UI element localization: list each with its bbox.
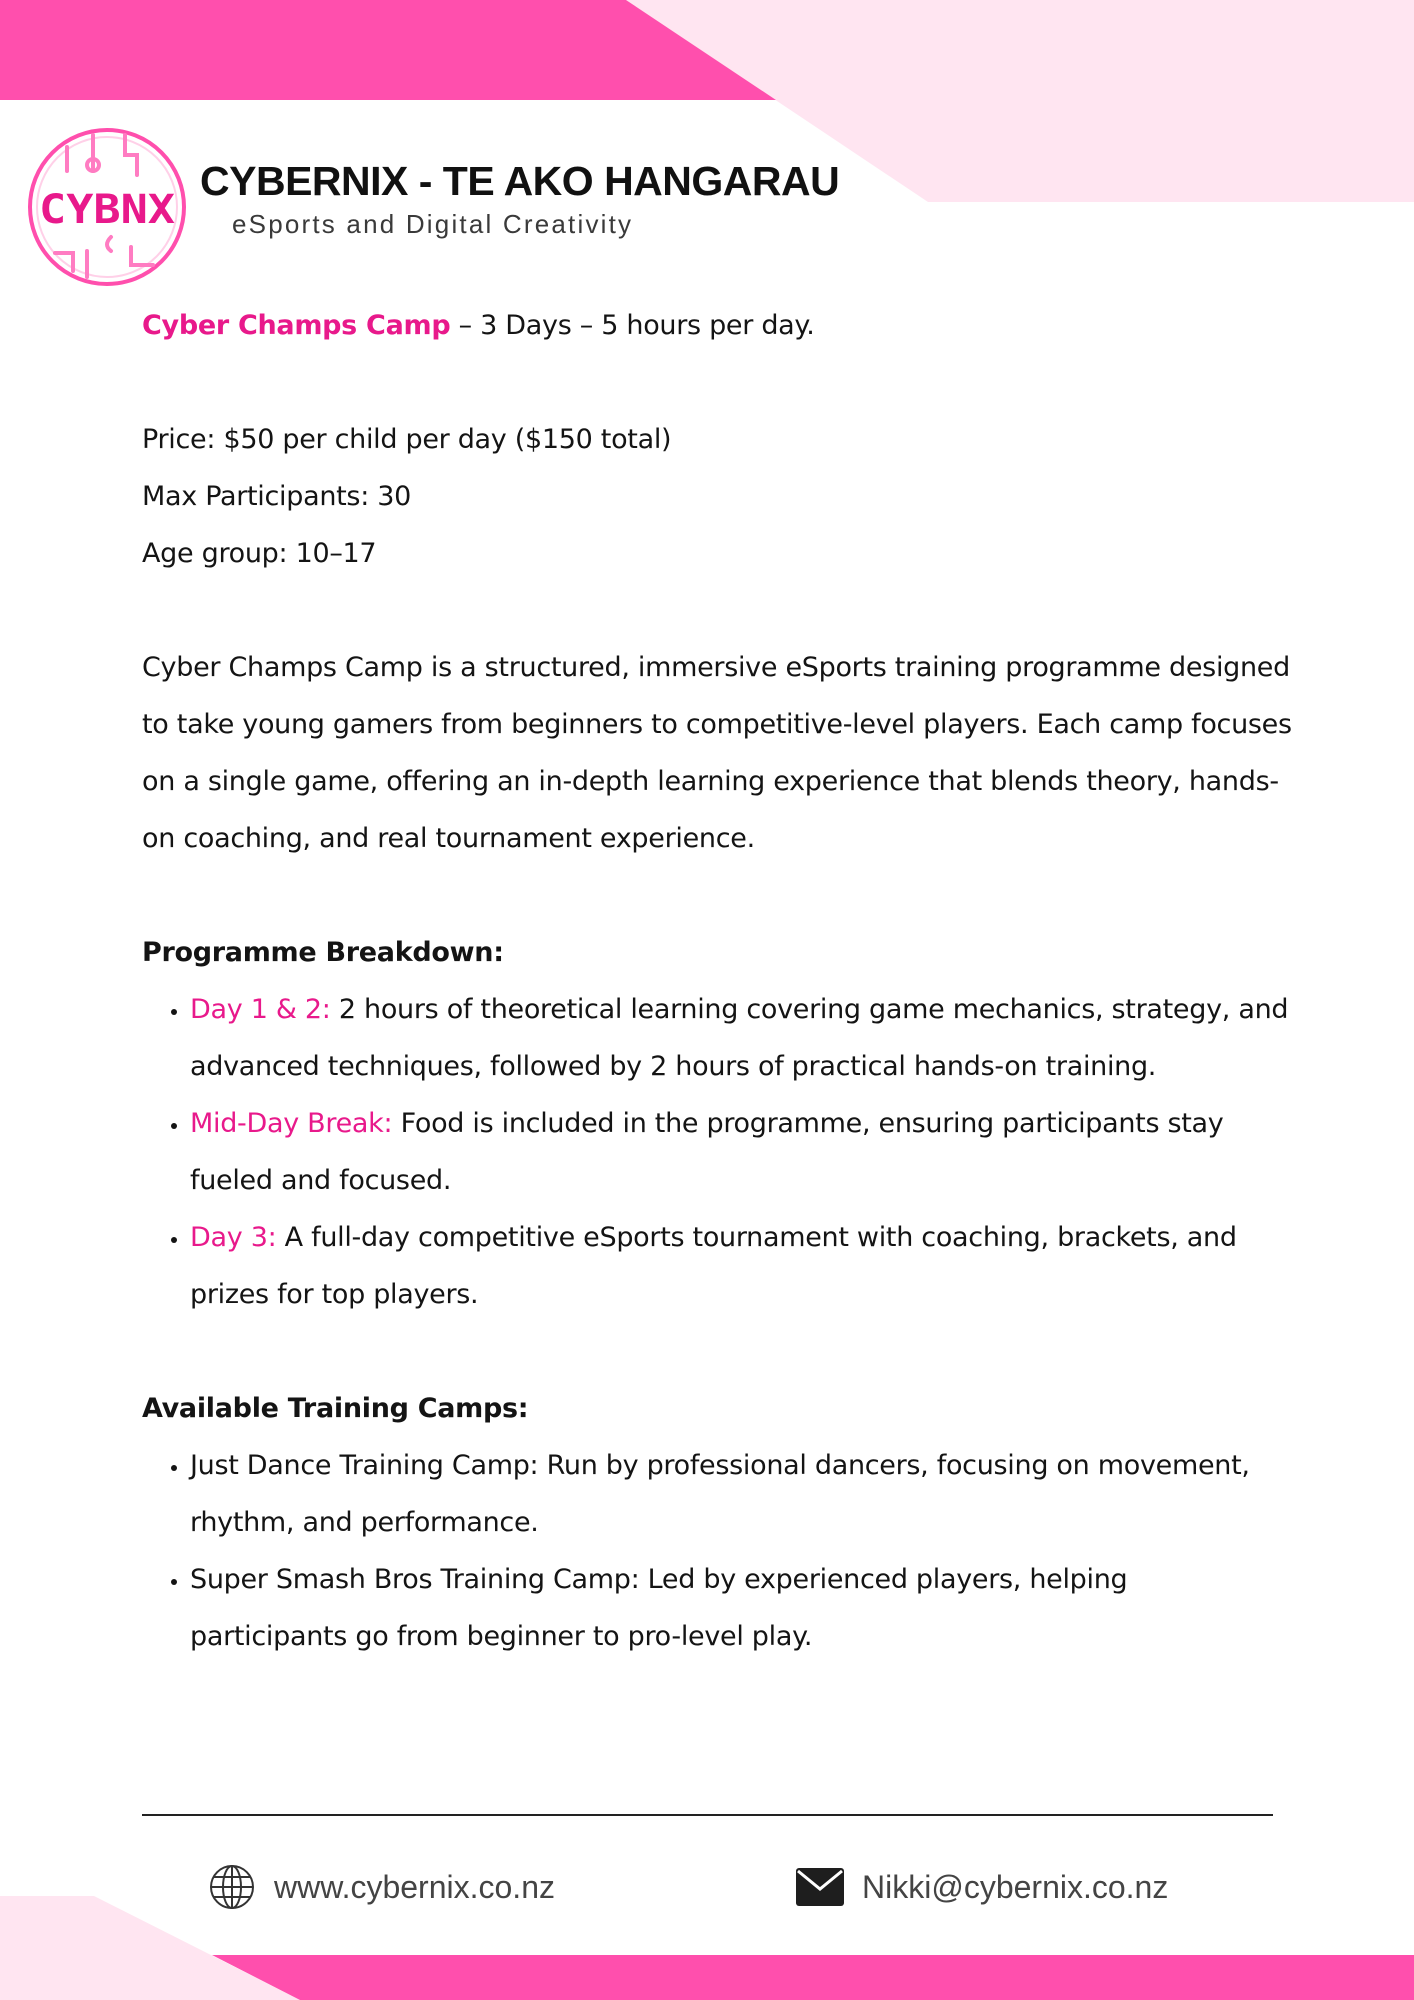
description-paragraph: Cyber Champs Camp is a structured, immersive eSports training programme designed to take young gamers from beginners to competitive-level players. Each camp focuses on a single game, offering an in-depth learning experience that blends theory, hands-on coaching, and real tournament experience. (142, 652, 1292, 854)
camp-duration: – 3 Days – 5 hours per day. (450, 310, 815, 341)
footer-divider (142, 1814, 1273, 1816)
bottom-pink-banner (212, 1955, 1414, 2000)
envelope-icon (796, 1868, 844, 1906)
website-link[interactable] (208, 1862, 555, 1912)
breakdown-text: A full-day competitive eSports tournament with coaching, brackets, and prizes for top players. (190, 1222, 1237, 1310)
age-group-line: Age group: 10–17 (142, 538, 377, 569)
brand-title: CYBERNIX - TE AKO HANGARAU (200, 158, 840, 204)
training-camps-heading: Available Training Camps: (142, 1393, 529, 1424)
price-line: Price: $50 per child per day ($150 total) (142, 424, 672, 455)
website-text[interactable]: www.cybernix.co.nz (274, 1868, 555, 1905)
breakdown-label: Mid-Day Break: (190, 1108, 393, 1139)
list-item (190, 981, 1292, 1095)
intro-line (142, 297, 1292, 354)
spacer (142, 354, 1292, 411)
list-item (190, 1095, 1292, 1209)
breakdown-label: Day 3: (190, 1222, 277, 1253)
programme-breakdown-heading: Programme Breakdown: (142, 937, 504, 968)
programme-breakdown-list (142, 981, 1292, 1323)
list-item: • Just Dance Training Camp: Run by professional dancers, focusing on movement, rhythm, and performance. (190, 1437, 1292, 1551)
main-content (142, 297, 1292, 1665)
spacer (142, 1323, 1292, 1380)
spacer (142, 582, 1292, 639)
brand-subtitle: eSports and Digital Creativity (232, 209, 634, 239)
email-text[interactable]: Nikki@cybernix.co.nz (862, 1868, 1169, 1905)
camp-name: Cyber Champs Camp (142, 310, 451, 341)
logo-text: CYBNX (39, 187, 175, 233)
breakdown-text: Food is included in the programme, ensuring participants stay fueled and focused. (190, 1108, 1224, 1196)
breakdown-text: 2 hours of theoretical learning covering game mechanics, strategy, and advanced techniques, followed by 2 hours of practical hands-on training. (190, 994, 1289, 1082)
globe-icon (208, 1863, 256, 1911)
training-camps-list (142, 1437, 1292, 1665)
list-item: • Super Smash Bros Training Camp: Led by experienced players, helping participants go from beginner to pro-level play. (190, 1551, 1292, 1665)
cybnx-logo (27, 127, 187, 287)
list-item (190, 1209, 1292, 1323)
email-link[interactable] (796, 1862, 1168, 1912)
breakdown-label: Day 1 & 2: (190, 994, 331, 1025)
max-participants-line: Max Participants: 30 (142, 481, 412, 512)
spacer (142, 867, 1292, 924)
